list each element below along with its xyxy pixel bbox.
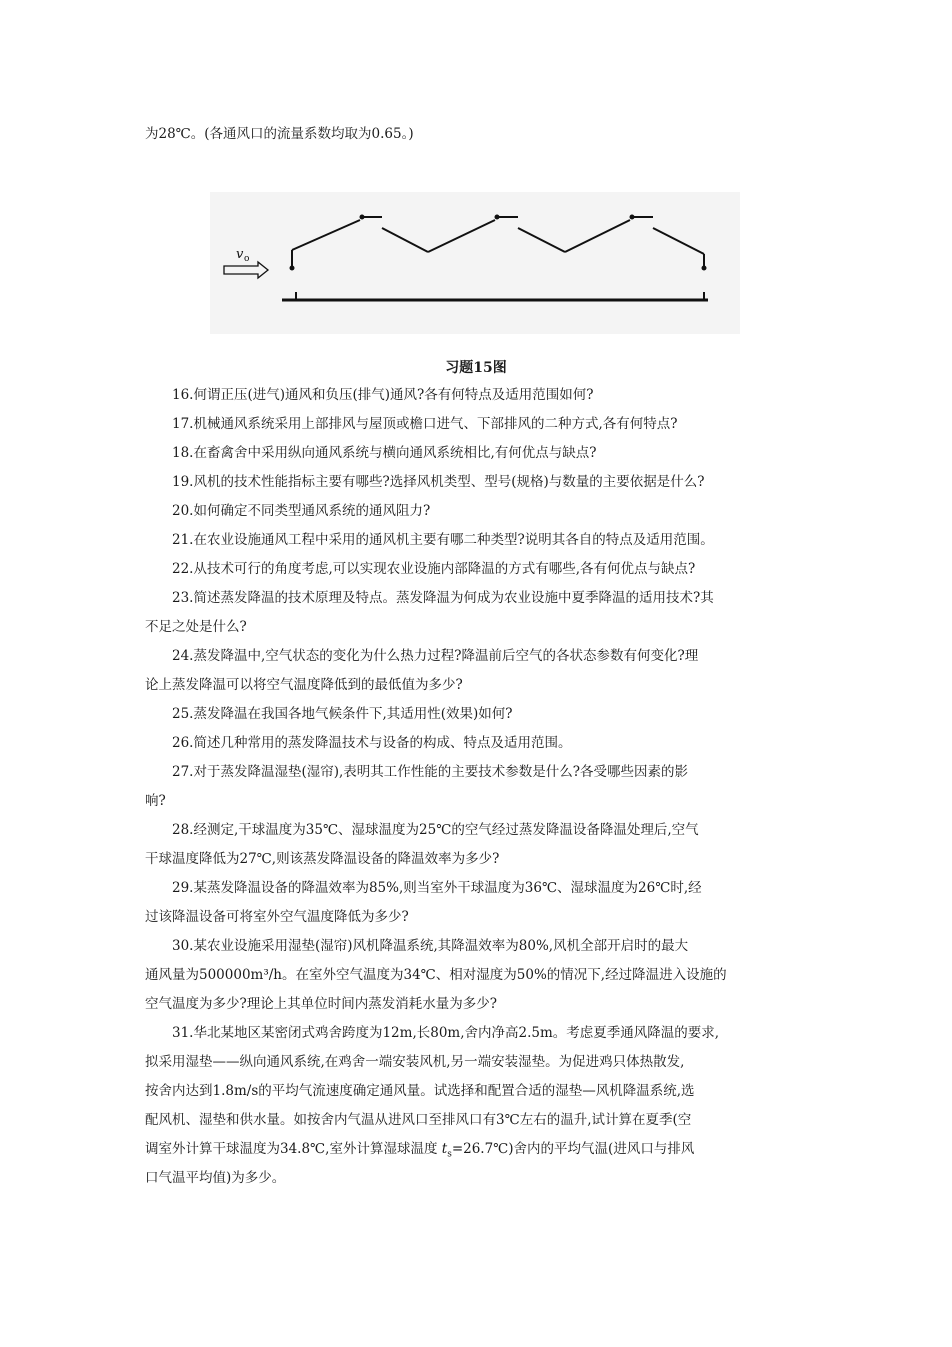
question-21: 21.在农业设施通风工程中采用的通风机主要有哪二种类型?说明其各自的特点及适用范围。 — [172, 532, 714, 548]
question-31-line-3: 按舍内达到1.8m/s的平均气流速度确定通风量。试选择和配置合适的湿垫—风机降温系统,选 — [145, 1083, 695, 1099]
continued-text-line: 为28℃。(各通风口的流量系数均取为0.65。) — [145, 126, 414, 142]
question-23-line-2: 不足之处是什么? — [145, 619, 247, 635]
question-31-line-5 — [145, 1139, 810, 1165]
question-30-line-3: 空气温度为多少?理论上其单位时间内蒸发消耗水量为多少? — [145, 996, 497, 1012]
ridge-vent-dot-1 — [360, 215, 365, 220]
question-25: 25.蒸发降温在我国各地气候条件下,其适用性(效果)如何? — [172, 706, 513, 722]
figure-background — [210, 192, 740, 334]
question-24-line-2: 论上蒸发降温可以将空气温度降低到的最低值为多少? — [145, 677, 463, 693]
left-wall-vent-dot — [290, 266, 295, 271]
question-31-line-2: 拟采用湿垫——纵向通风系统,在鸡舍一端安装风机,另一端安装湿垫。为促进鸡只体热散发, — [145, 1054, 685, 1070]
question-29-line-1: 29.某蒸发降温设备的降温效率为85%,则当室外干球温度为36℃、湿球温度为26℃时,经 — [172, 880, 702, 896]
question-22: 22.从技术可行的角度考虑,可以实现农业设施内部降温的方式有哪些,各有何优点与缺点? — [172, 561, 696, 577]
question-16: 16.何谓正压(进气)通风和负压(排气)通风?各有何特点及适用范围如何? — [172, 387, 594, 403]
ridge-vent-dot-2 — [495, 215, 500, 220]
question-30-line-1: 30.某农业设施采用湿垫(湿帘)风机降温系统,其降温效率为80%,风机全部开启时的最大 — [172, 938, 689, 954]
figure-caption: 习题15图 — [445, 360, 507, 376]
wind-velocity-label: v — [236, 247, 244, 262]
wind-velocity-subscript: o — [244, 254, 250, 264]
right-wall-vent-dot — [702, 266, 707, 271]
question-28-line-1: 28.经测定,干球温度为35℃、湿球温度为25℃的空气经过蒸发降温设备降温处理后,空气 — [172, 822, 699, 838]
question-23-line-1: 23.简述蒸发降温的技术原理及特点。蒸发降温为何成为农业设施中夏季降温的适用技术?其 — [172, 590, 714, 606]
question-30-line-2: 通风量为500000m³/h。在室外空气温度为34℃、相对湿度为50%的情况下,经过降温进入设施的 — [145, 967, 727, 983]
question-31-line-6: 口气温平均值)为多少。 — [145, 1170, 286, 1186]
wet-bulb-symbol: t — [441, 1141, 448, 1157]
question-20: 20.如何确定不同类型通风系统的通风阻力? — [172, 503, 431, 519]
question-17: 17.机械通风系统采用上部排风与屋顶或檐口进气、下部排风的二种方式,各有何特点? — [172, 416, 678, 432]
ridge-vent-dot-3 — [630, 215, 635, 220]
question-19: 19.风机的技术性能指标主要有哪些?选择风机类型、型号(规格)与数量的主要依据是什么? — [172, 474, 705, 490]
question-28-line-2: 干球温度降低为27℃,则该蒸发降温设备的降温效率为多少? — [145, 851, 500, 867]
question-27-line-1: 27.对于蒸发降温湿垫(湿帘),表明其工作性能的主要技术参数是什么?各受哪些因素的影 — [172, 764, 689, 780]
question-31-line-4: 配风机、湿垫和供水量。如按舍内气温从进风口至排风口有3℃左右的温升,试计算在夏季(空 — [145, 1112, 692, 1128]
question-31-line-5-a: 调室外计算干球温度为34.8℃,室外计算湿球温度 — [145, 1141, 442, 1157]
question-29-line-2: 过该降温设备可将室外空气温度降低为多少? — [145, 909, 409, 925]
question-26: 26.简述几种常用的蒸发降温技术与设备的构成、特点及适用范围。 — [172, 735, 572, 751]
problem-15-figure — [210, 192, 740, 334]
question-31-line-5-b: =26.7℃)舍内的平均气温(进风口与排风 — [451, 1141, 695, 1157]
question-18: 18.在畜禽舍中采用纵向通风系统与横向通风系统相比,有何优点与缺点? — [172, 445, 597, 461]
question-31-line-1: 31.华北某地区某密闭式鸡舍跨度为12m,长80m,舍内净高2.5m。考虑夏季通风降温的要求, — [172, 1025, 720, 1041]
question-27-line-2: 响? — [145, 793, 166, 809]
question-24-line-1: 24.蒸发降温中,空气状态的变化为什么热力过程?降温前后空气的各状态参数有何变化?理 — [172, 648, 699, 664]
wet-bulb-subscript: s — [447, 1149, 452, 1160]
